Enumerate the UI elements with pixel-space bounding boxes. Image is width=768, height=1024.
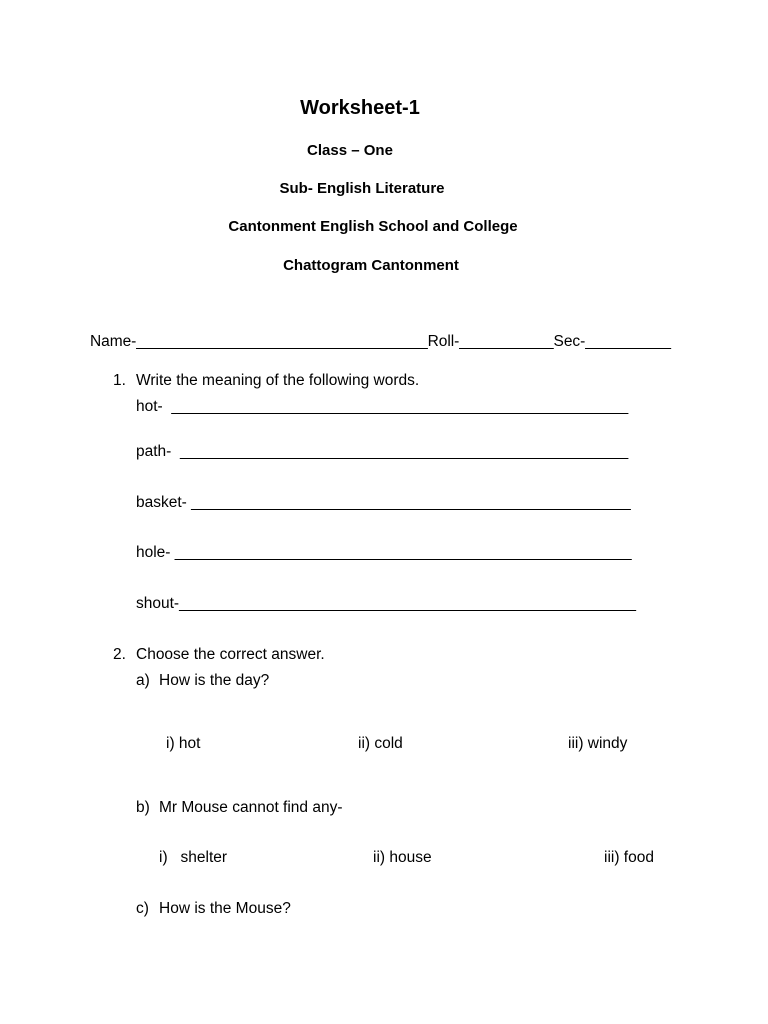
question-1-number: 1. (113, 372, 126, 389)
sub-c-letter: c) (136, 900, 149, 917)
question-1-prompt: Write the meaning of the following words. (136, 372, 420, 389)
option-b-2[interactable]: ii) house (373, 849, 432, 866)
word-hot-line[interactable]: hot- _____________________________________________________ (136, 398, 629, 415)
option-a-1[interactable]: i) hot (166, 735, 201, 752)
word-shout-line[interactable]: shout-_____________________________________________________ (136, 595, 636, 612)
subject-line: Sub- English Literature (279, 180, 445, 197)
school-line: Cantonment English School and College (228, 218, 518, 235)
word-path-line[interactable]: path- ____________________________________________________ (136, 443, 629, 460)
location-line: Chattogram Cantonment (283, 257, 459, 274)
question-2-prompt: Choose the correct answer. (136, 646, 325, 663)
worksheet-title: Worksheet-1 (300, 97, 420, 119)
sub-b-question: Mr Mouse cannot find any- (159, 799, 343, 816)
option-b-3[interactable]: iii) food (604, 849, 654, 866)
sub-c-question: How is the Mouse? (159, 900, 291, 917)
word-hole-line[interactable]: hole- _____________________________________________________ (136, 544, 632, 561)
sub-a-letter: a) (136, 672, 150, 689)
student-info-line[interactable]: Name-__________________________________Roll-___________Sec-__________ (90, 333, 671, 350)
word-basket-line[interactable]: basket- ___________________________________________________ (136, 494, 631, 511)
sub-b-letter: b) (136, 799, 150, 816)
question-2-number: 2. (113, 646, 126, 663)
class-line: Class – One (307, 142, 393, 159)
sub-a-question: How is the day? (159, 672, 270, 689)
option-a-2[interactable]: ii) cold (358, 735, 403, 752)
option-b-1[interactable]: i) shelter (159, 849, 228, 866)
option-a-3[interactable]: iii) windy (568, 735, 628, 752)
